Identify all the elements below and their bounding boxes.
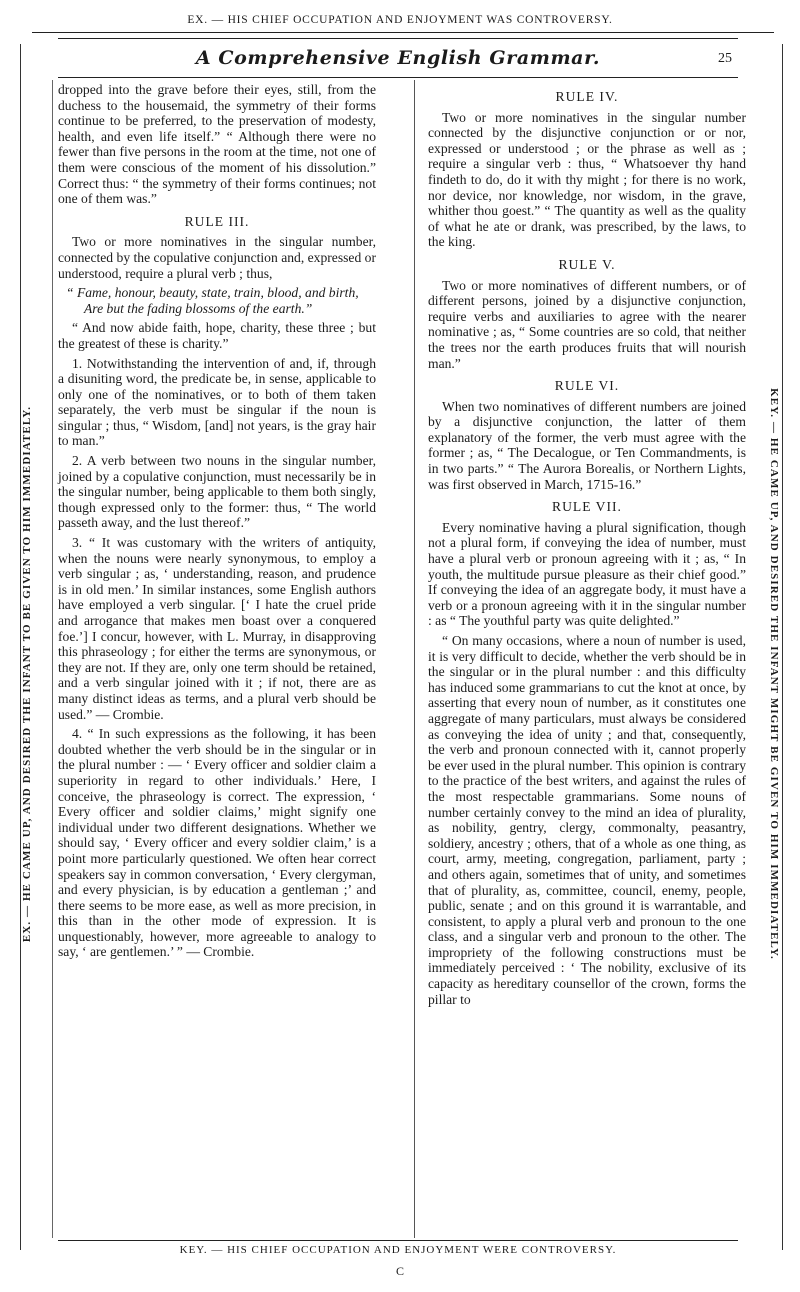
running-title: A Comprehensive English Grammar. [195, 47, 601, 69]
rule-5-body: Two or more nominatives of different numbers, or of different persons, joined by a disjunctive conjunction, require verbs and auxiliaries to agree with the nearer nominative ; as, “ Some countries are so cold, that neither the trees nor the earth produces fruits that will nourish man.” [428, 277, 746, 371]
abide-paragraph: “ And now abide faith, hope, charity, these three ; but the greatest of these is charity.” [58, 320, 376, 351]
verse-line-2: Are but the fading blossoms of the earth.” [84, 300, 313, 316]
left-side-exercise-caption: EX. — HE CAME UP, AND DESIRED THE INFANT TO BE GIVEN TO HIM IMMEDIATELY. [21, 405, 33, 943]
rule-7-heading: RULE VII. [552, 499, 622, 515]
rule-3-heading: RULE III. [184, 213, 250, 229]
rule-6-body: When two nominatives of different numbers are joined by a disjunctive conjunction, the latter of them explanatory of the former, the verb must agree with the former ; as, “ The Decalogue, or Ten Commandments, is in two parts.” “ The Aurora Borealis, or Northern Lights, was first observed in March, 1715-16.” [428, 398, 746, 492]
rule-5-heading: RULE V. [558, 256, 616, 272]
note-2: 2. A verb between two nouns in the singular number, joined by a copulative conjunction, must necessarily be in the singular number, being applicable to them both singly, though expressed only to the former: thus, “ The world passeth away, and the lust thereof.” [58, 453, 376, 531]
column-divider [414, 80, 415, 1238]
right-frame-rule [782, 44, 783, 1250]
bottom-rule [58, 1240, 738, 1241]
note-3: 3. “ It was customary with the writers of antiquity, when the nouns were nearly synonymous, to employ a verb singular ; as, ‘ understanding, reason, and prudence is in old men.’ In similar instances, some English authors have employed a verb singular. [‘ I hate the cruel pride and arrogance that makes men boast over a conquered foe.’] I concur, however, with L. Murray, in disapproving this phraseology ; for either the terms are synonymous, or they are not. If they are, only one term should be retained, and a verb singular joined with it ; if not, there are as many distinct ideas as terms, and a plural verb should be used.” — Crombie. [58, 535, 376, 722]
page-number: 25 [718, 51, 732, 66]
rule-4-body: Two or more nominatives in the singular number connected by the disjunctive conjunction or or nor, expressed or understood ; or the phrase as well as ; require a singular verb : thus, “ Whatsoever thy hand findeth to do, do it with thy might ; for there is no work, nor device, nor knowledge, nor wisdom, in the grave, whither thou goest.” “ The quantity as well as the quality of what he ate or drank, was prescribed, by the laws, to the king. [428, 109, 746, 250]
noun-of-number-paragraph: “ On many occasions, where a noun of number is used, it is very difficult to decide, whether the verb should be in the singular or in the plural number : and this difficulty has induced some grammarians to cut the knot at once, by asserting that every noun of number, as it constitutes one aggregate of many particulars, must always be considered as conveying the idea of unity ; and that, consequently, the verb and pronoun connected with it, cannot properly be ever used in the plural number. This opinion is contrary to the practice of the best writers, and against the rules of the most respectable grammarians. Some nouns of number certainly convey to the mind an idea of plurality, as nobility, gentry, clergy, commonalty, peasantry, soldiery, ancestry ; others, that of a whole as one thing, as court, army, meeting, congregation, parliament, party ; and others again, sometimes that of unity, and sometimes that of plurality, as, committee, council, enemy, people, public, senate ; and on this ground it is warrantable, and consistent, to apply a plural verb and pronoun to the one class, and a singular verb and pronoun to the other. The impropriety of the following constructions must be immediately perceived : ‘ The nobility, exclusive of its capacity as hereditary counsellor of the crown, forms the pillar to [428, 633, 746, 1007]
right-side-key-caption: KEY. — HE CAME UP, AND DESIRED THE INFANT MIGHT BE GIVEN TO HIM IMMEDIATELY. [768, 388, 780, 960]
left-column-bracket [52, 80, 53, 1238]
rule-4-heading: RULE IV. [555, 89, 619, 104]
left-column [58, 82, 376, 964]
bottom-key-caption: KEY. — HIS CHIEF OCCUPATION AND ENJOYMENT WERE CONTROVERSY. [179, 1244, 617, 1256]
rule-3-body: Two or more nominatives in the singular number, connected by the copulative conjunction and, expressed or understood, require a plural verb ; thus, [58, 234, 376, 281]
intro-paragraph: dropped into the grave before their eyes, still, from the duchess to the housemaid, the symmetry of their forms continue to be preferred, to the preservation of modesty, health, and even life itself.” “ Although there were no fewer than five persons in the room at the time, not one of them were conscious of the moment of his dissolution.” Correct thus: “ the symmetry of their forms continues; not one of them was.” [58, 82, 376, 207]
rule-7-body: Every nominative having a plural signification, though not a plural form, if conveying the idea of number, must have a plural verb or pronoun agreeing with it ; as, “ In youth, the multitude pursue pleasure as their chief good.” If conveying the idea of an aggregate body, it must have a verb or a pronoun agreeing with it in the singular number : as “ The youthful party was quite delighted.” [428, 519, 746, 629]
rule-6-heading: RULE VI. [554, 378, 620, 394]
top-exercise-caption: EX. — HIS CHIEF OCCUPATION AND ENJOYMENT WAS CONTROVERSY. [187, 14, 613, 26]
note-4: 4. “ In such expressions as the following, it has been doubted whether the verb should be in the singular or in the plural number : — ‘ Every officer and soldier claim a superiority in regard to other individuals.’ Here, I conceive, the phraseology is correct. The expression, ‘ Every officer and soldier claims,’ might signify one individual under two different designations. Whether we should say, ‘ Every officer and every soldier claim,’ is a point more particularly questioned. We often hear correct speakers say in common conversation, ‘ Every clergyman, and every physician, is by education a gentleman ;’ and there seems to be more ease, as well as more precision, in this than in the other mode of expression. It is unquestionably, however, more agreeable to analogy to say, ‘ are gentlemen.’ ” — Crombie. [58, 726, 376, 960]
note-1: 1. Notwithstanding the intervention of and, if, through a disuniting word, the predicate be, in sense, applicable to only one of the nominatives, or to both of them taken separately, the verb must be singular if the noun is singular ; thus, “ Wisdom, [and] not years, is the gray hair to man.” [58, 355, 376, 449]
signature-mark: C [395, 1264, 404, 1278]
running-header [58, 38, 738, 78]
verse-line-1: “ Fame, honour, beauty, state, train, blood, and birth, [66, 285, 359, 301]
top-rule [32, 32, 774, 33]
right-column [428, 82, 746, 1011]
